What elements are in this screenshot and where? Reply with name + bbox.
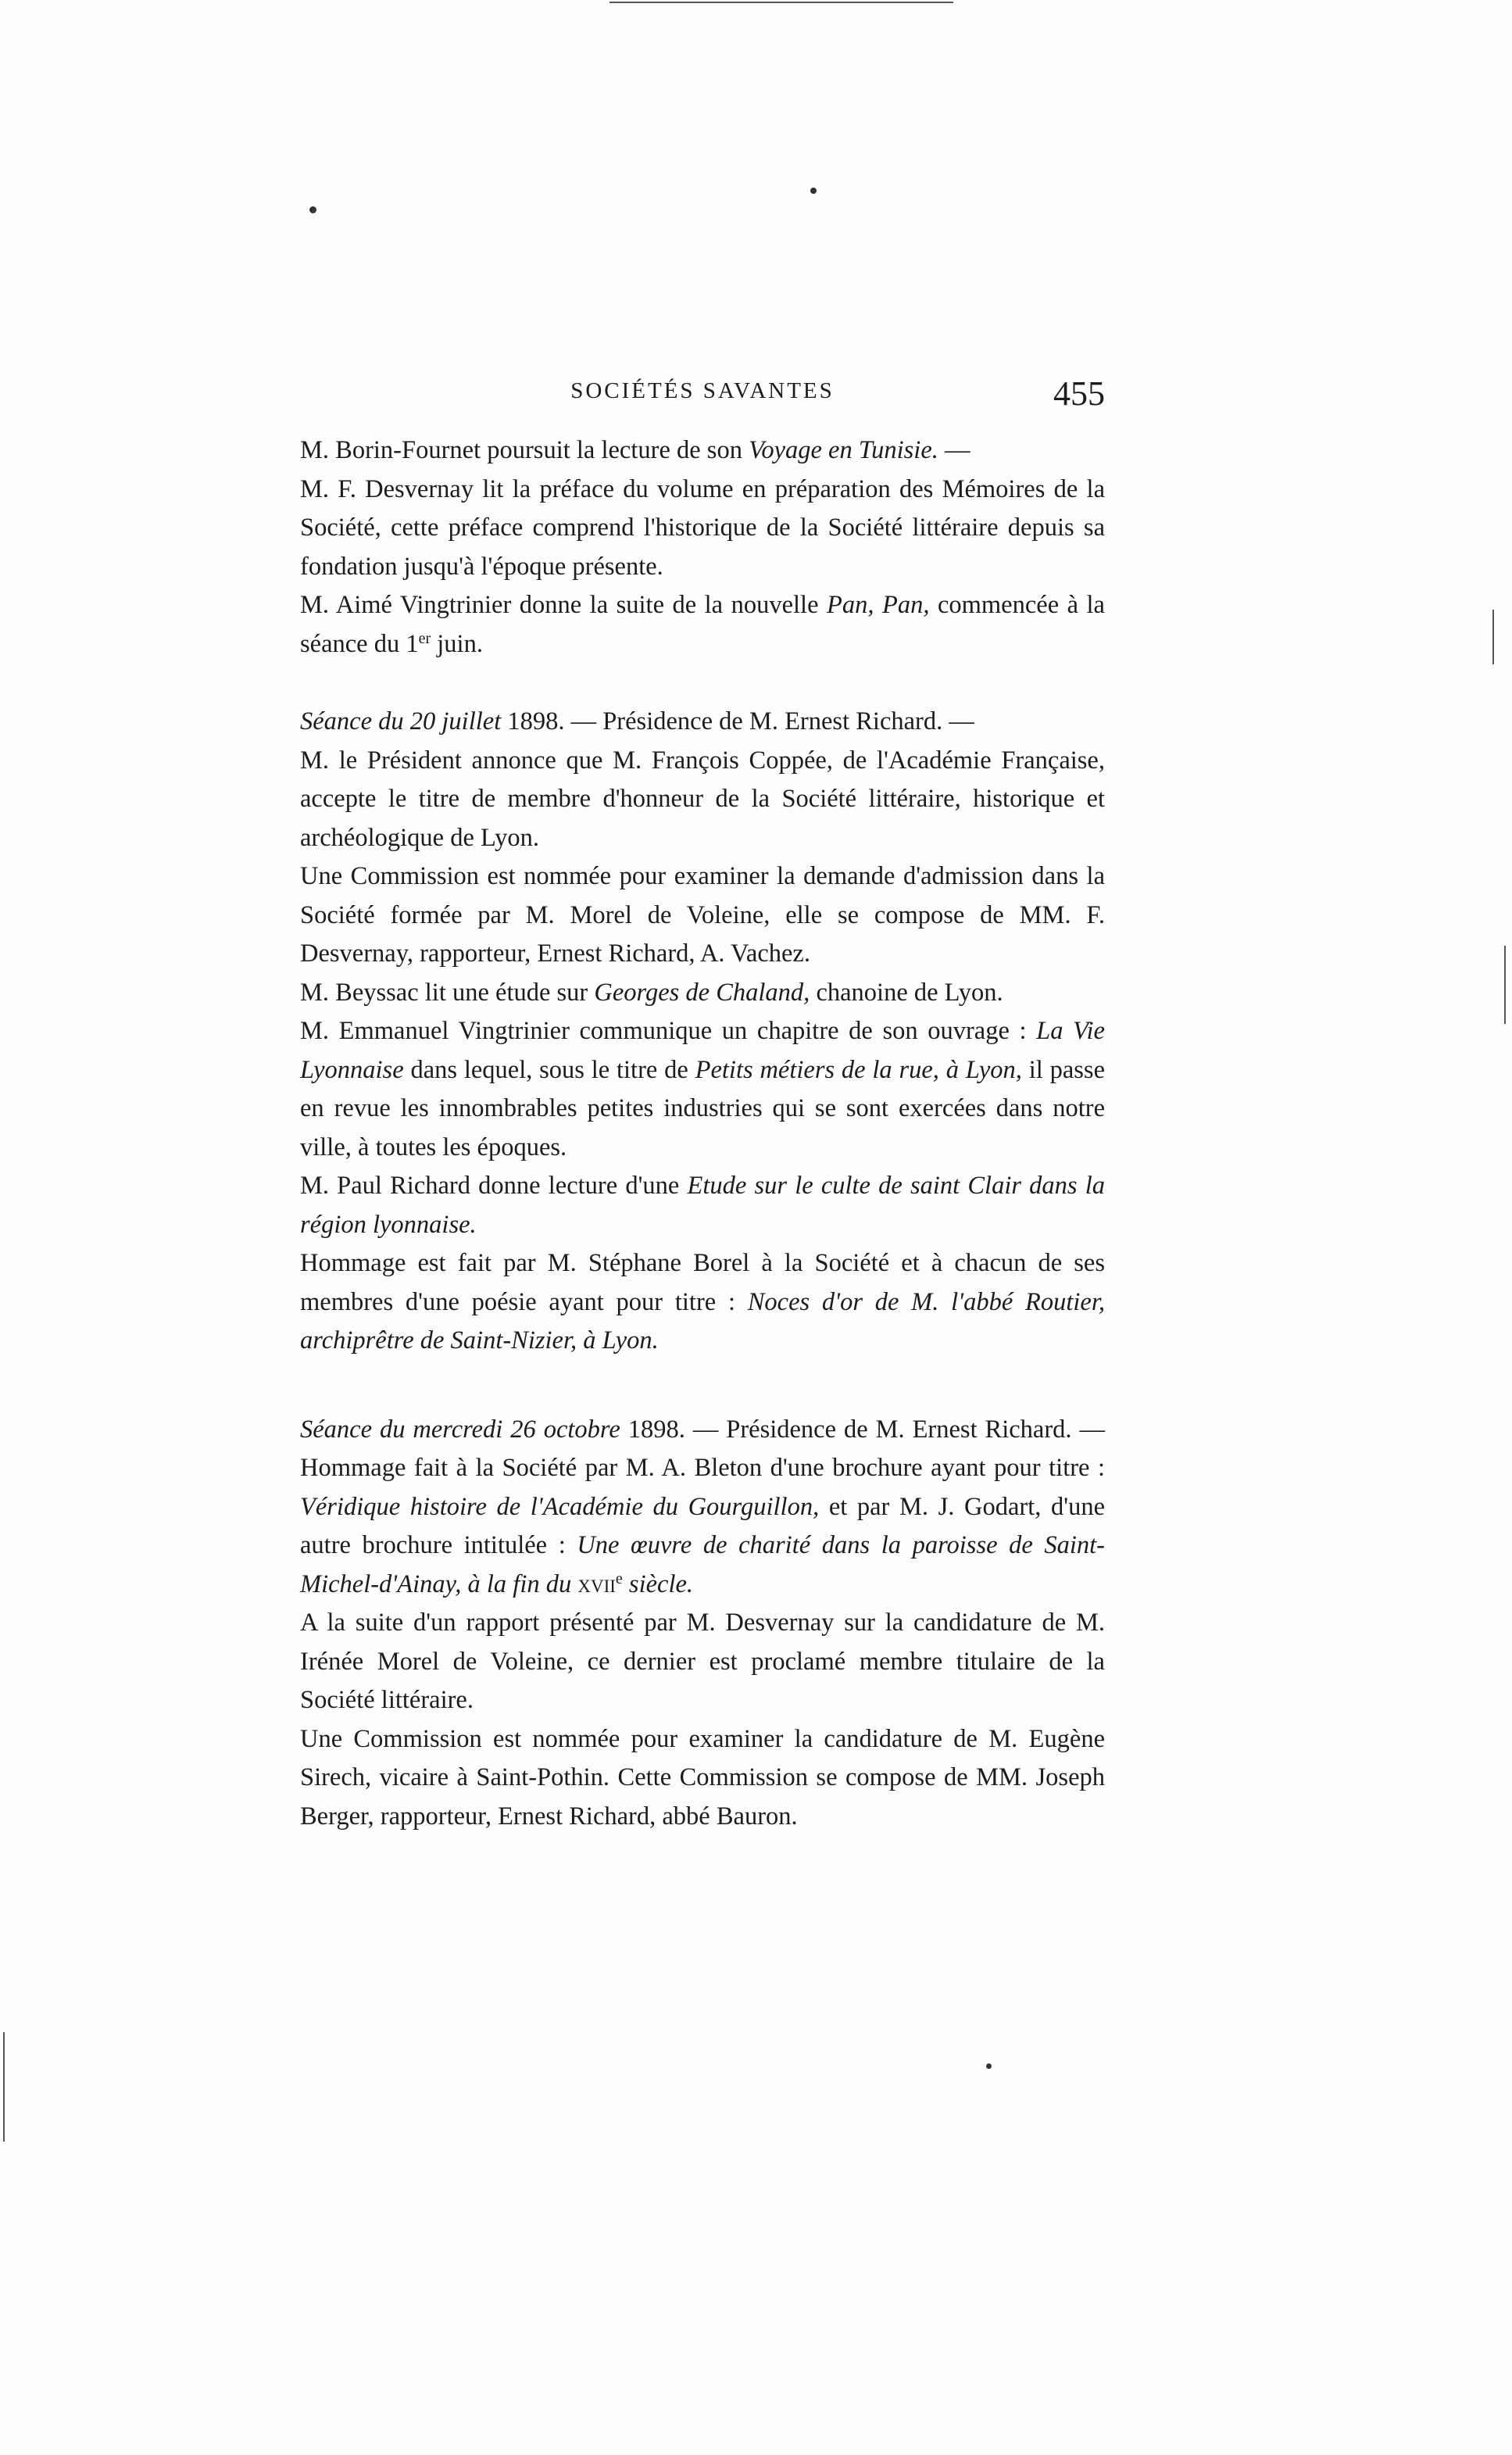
- paragraph: M. F. Desvernay lit la préface du volume en préparation des Mémoires de la Société, cette préface comprend l'historique de la Société littéraire depuis sa fondation jusqu'à l'époque présente.: [300, 474, 1105, 581]
- ink-speck: [986, 2063, 992, 2069]
- page-edge-line: [3, 2032, 5, 2142]
- paragraph: Hommage est fait par M. Stéphane Borel à la Société et à chacun de ses membres d'une poésie ayant pour titre : Noces d'or de M. l'abbé Routier, archiprêtre de Saint-Nizier, à Lyon.: [300, 1249, 1105, 1355]
- section-gap: [300, 664, 1105, 703]
- paragraph: M. Borin-Fournet poursuit la lecture de son Voyage en Tunisie. —: [300, 436, 970, 464]
- page-number: 455: [1053, 374, 1105, 413]
- page-header: [300, 374, 1105, 420]
- body-text: [300, 431, 1105, 1836]
- page-edge-line: [609, 2, 953, 3]
- paragraph: Une Commission est nommée pour examiner la demande d'admission dans la Société formée par M. Morel de Voleine, elle se compose de MM. F. Desvernay, rapporteur, Ernest Richard, A. Vachez.: [300, 862, 1105, 968]
- paragraph: M. Aimé Vingtrinier donne la suite de la nouvelle Pan, Pan, commencée à la séance du 1er juin.: [300, 591, 1105, 658]
- page-edge-line: [1504, 946, 1506, 1024]
- ink-speck: [810, 188, 817, 194]
- page-edge-line: [1492, 610, 1494, 664]
- session-heading: Séance du mercredi 26 octobre 1898. — Présidence de M. Ernest Richard. — Hommage fait à la Société par M. A. Bleton d'une brochure ayant pour titre : Véridique histoire de l'Académie du Gourguillon, et par M. J. Godart, d'une autre brochure intitulée : Une œuvre de charité dans la paroisse de Saint-Michel-d'Ainay, à la fin du xvii$^e$ siècle.: [300, 1415, 1106, 1598]
- section-gap: [300, 1361, 1105, 1411]
- running-title: SOCIÉTÉS SAVANTES: [570, 378, 835, 403]
- paragraph: M. Emmanuel Vingtrinier communique un chapitre de son ouvrage : La Vie Lyonnaise dans lequel, sous le titre de Petits métiers de la rue, à Lyon, il passe en revue les innombrables petites industries qui se sont exercées dans notre ville, à toutes les époques.: [300, 1017, 1105, 1161]
- paragraph: M. Beyssac lit une étude sur Georges de Chaland, chanoine de Lyon.: [300, 978, 1003, 1007]
- paragraph: A la suite d'un rapport présenté par M. Desvernay sur la candidature de M. Irénée Morel de Voleine, ce dernier est proclamé membre titulaire de la Société littéraire.: [300, 1609, 1105, 1714]
- ink-speck: [309, 206, 316, 213]
- session-heading: Séance du 20 juillet 1898. — Présidence de M. Ernest Richard. —: [300, 707, 974, 735]
- paragraph: M. le Président annonce que M. François Coppée, de l'Académie Française, accepte le titre de membre d'honneur de la Société littéraire, historique et archéologique de Lyon.: [300, 746, 1105, 852]
- paragraph: M. Paul Richard donne lecture d'une Etude sur le culte de saint Clair dans la région lyonnaise.: [300, 1172, 1105, 1239]
- paragraph: Une Commission est nommée pour examiner la candidature de M. Eugène Sirech, vicaire à Saint-Pothin. Cette Commission se compose de MM. Joseph Berger, rapporteur, Ernest Richard, abbé Bauron.: [300, 1724, 1105, 1831]
